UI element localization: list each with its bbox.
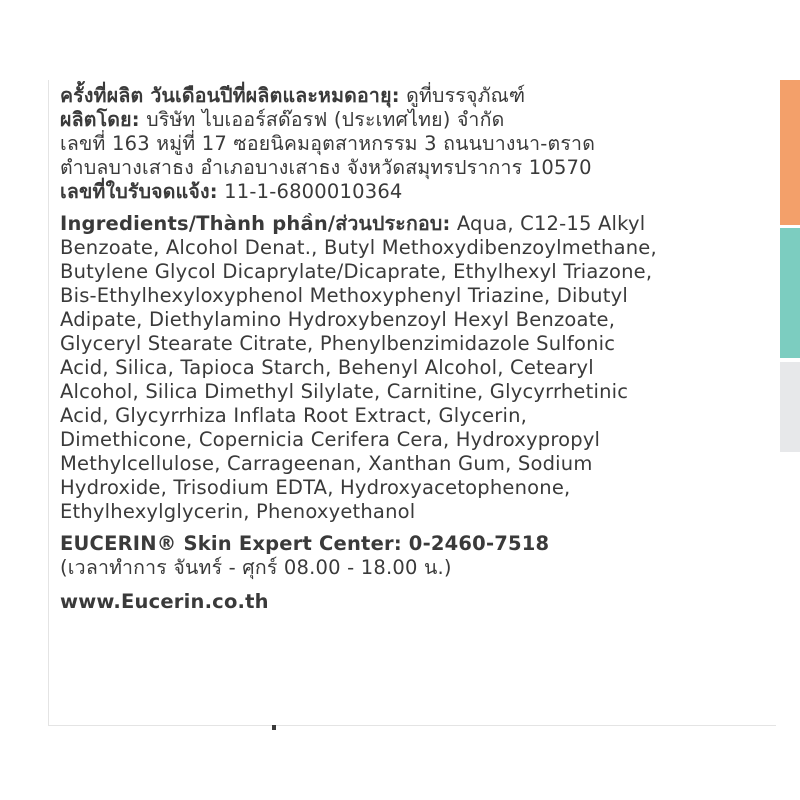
- ingredients-line: Bis-Ethylhexyloxyphenol Methoxyphenyl Triazine, Dibutyl: [60, 284, 628, 307]
- label-content: [60, 84, 772, 614]
- orange-edge-stripe: [780, 80, 800, 225]
- ingredients-first-text: Aqua, C12-15 Alkyl: [456, 212, 646, 235]
- ingredients-first-line: [60, 212, 772, 236]
- production-line: [60, 84, 772, 108]
- ingredients-line: Methylcellulose, Carrageenan, Xanthan Gum, Sodium: [60, 452, 593, 475]
- ingredients-label: Ingredients/Thành phần/ส่วนประกอบ:: [60, 212, 451, 235]
- manufacturer-value: บริษัท ไบเออร์สด๊อรฟ (ประเทศไทย) จำกัด: [146, 108, 505, 131]
- ingredients-line: Benzoate, Alcohol Denat., Butyl Methoxydibenzoylmethane,: [60, 236, 657, 259]
- grey-edge-stripe: [780, 362, 800, 452]
- production-value: ดูที่บรรจุภัณฑ์: [406, 84, 526, 107]
- address-line-1: เลขที่ 163 หมู่ที่ 17 ซอยนิคมอุตสาหกรรม 3 ถนนบางนา-ตราด: [60, 132, 596, 155]
- cut-off-text-mark: [272, 725, 276, 730]
- website-link[interactable]: www.Eucerin.co.th: [60, 590, 269, 613]
- ingredients-line: Acid, Silica, Tapioca Starch, Behenyl Alcohol, Cetearyl: [60, 356, 594, 379]
- registration-value: 11-1-6800010364: [224, 180, 403, 203]
- ingredients-line: Adipate, Diethylamino Hydroxybenzoyl Hexyl Benzoate,: [60, 308, 616, 331]
- contact-block: [60, 532, 772, 614]
- ingredients-line: Ethylhexylglycerin, Phenoxyethanol: [60, 500, 416, 523]
- office-hours-line: (เวลาทำการ จันทร์ - ศุกร์ 08.00 - 18.00 น.): [60, 556, 452, 579]
- ingredients-line: Alcohol, Silica Dimethyl Silylate, Carnitine, Glycyrrhetinic: [60, 380, 629, 403]
- ingredients-line: Acid, Glycyrrhiza Inflata Root Extract, Glycerin,: [60, 404, 528, 427]
- ingredients-line: Butylene Glycol Dicaprylate/Dicaprate, Ethylhexyl Triazone,: [60, 260, 653, 283]
- ingredients-line: Dimethicone, Copernicia Cerifera Cera, Hydroxypropyl: [60, 428, 601, 451]
- ingredients-line: Glyceryl Stearate Citrate, Phenylbenzimidazole Sulfonic: [60, 332, 616, 355]
- teal-edge-stripe: [780, 228, 800, 358]
- registration-label: เลขที่ใบรับจดแจ้ง:: [60, 180, 218, 203]
- manufacturer-line: [60, 108, 772, 132]
- ingredients-block: [60, 212, 772, 524]
- expert-center-line: EUCERIN® Skin Expert Center: 0-2460-7518: [60, 532, 550, 555]
- production-label: ครั้งที่ผลิต วันเดือนปีที่ผลิตและหมดอายุ:: [60, 84, 400, 107]
- manufacturer-label: ผลิตโดย:: [60, 108, 140, 131]
- thai-info-block: [60, 84, 772, 204]
- ingredients-line: Hydroxide, Trisodium EDTA, Hydroxyacetophenone,: [60, 476, 571, 499]
- address-line-2: ตำบลบางเสาธง อำเภอบางเสาธง จังหวัดสมุทรปราการ 10570: [60, 156, 592, 179]
- registration-line: [60, 180, 772, 204]
